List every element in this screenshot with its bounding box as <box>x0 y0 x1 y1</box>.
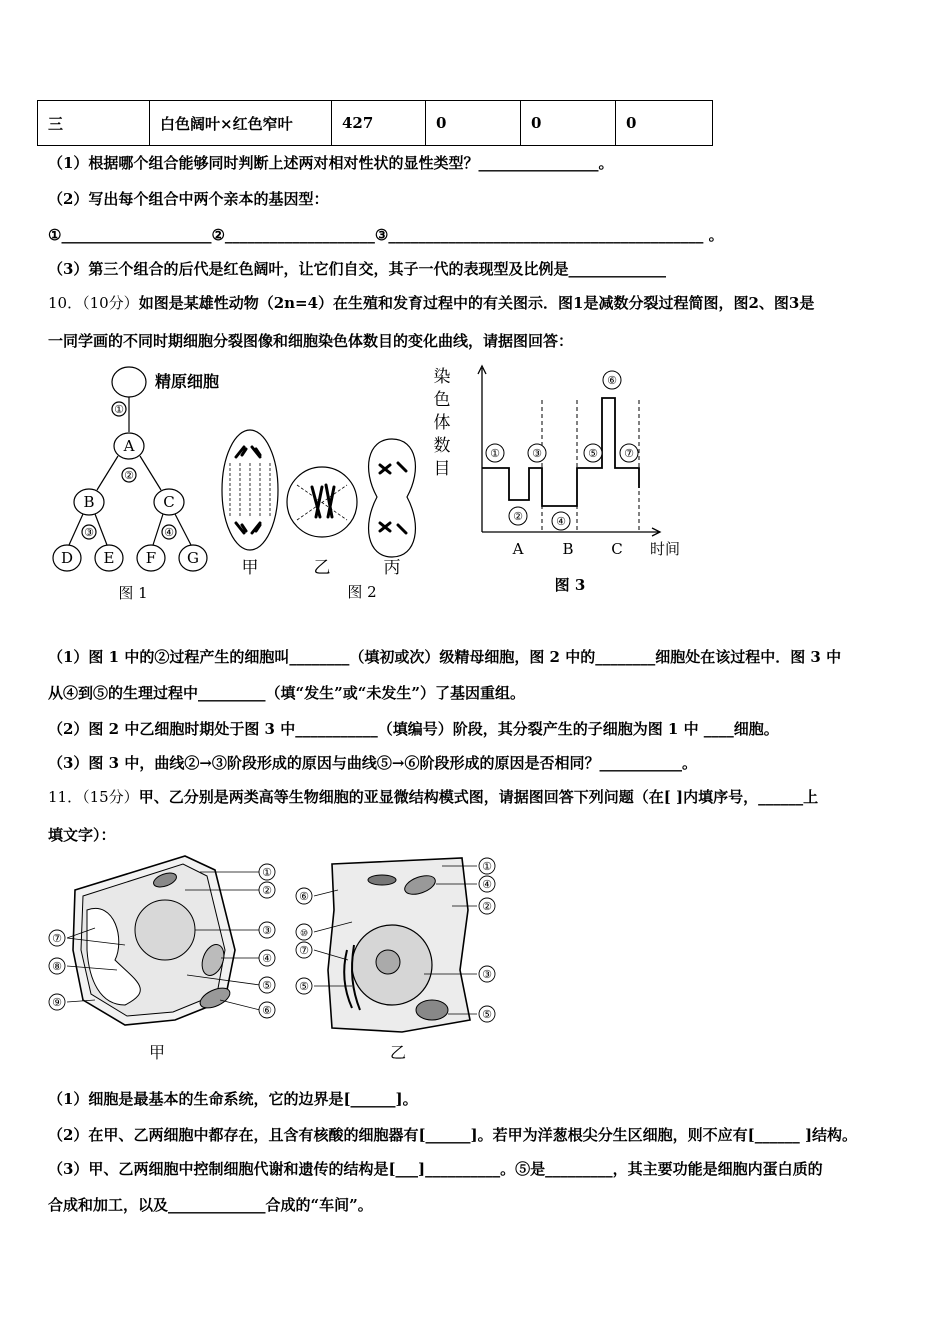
golgi <box>368 875 396 885</box>
fig1-caption: 图 1 <box>118 584 148 602</box>
yi-label-10: ⑩ <box>299 929 309 939</box>
table-cell-count4: 0 <box>616 101 713 146</box>
stage-label-7: ⑦ <box>624 447 634 460</box>
figure-plant-cell-jia <box>45 850 285 1065</box>
figure-animal-cell-yi <box>292 850 512 1065</box>
table-cell-count2: 0 <box>426 101 521 146</box>
label-E: E <box>103 549 115 567</box>
yi-label-1: ① <box>482 860 492 873</box>
xlabel-time: 时间 <box>649 540 681 558</box>
xtick-C: C <box>611 540 623 558</box>
q11-answer3: （3）甲、乙两细胞中控制细胞代谢和遗传的结构是[___]__________。⑤是_________，其主要功能是细胞内蛋白质的 <box>48 1160 823 1178</box>
jia-label-6: ⑥ <box>262 1004 272 1017</box>
fig2-label-jia: 甲 <box>241 558 259 578</box>
ribosome-cluster <box>416 1000 448 1020</box>
label-F: F <box>145 549 157 567</box>
yi-caption: 乙 <box>389 1043 407 1062</box>
q10-answer1: （1）图 1 中的②过程产生的细胞叫________（填初或次）级精母细胞，图 2 中的________细胞处在该过程中．图 3 中 <box>48 648 842 666</box>
step3-label: ③ <box>84 526 94 539</box>
q10-intro: 如图是某雄性动物（2n=4）在生殖和发育过程中的有关图示．图1是减数分裂过程简图，图2、图3是 <box>138 294 815 312</box>
q11-score: （15分） <box>82 788 139 806</box>
label-G: G <box>187 549 199 567</box>
q10-answer3: （3）图 3 中，曲线②→③阶段形成的原因与曲线⑤→⑥阶段形成的原因是否相同？___________。 <box>48 754 697 772</box>
table-cell-parents: 白色阔叶×红色窄叶 <box>150 101 332 146</box>
fig2-label-bing: 丙 <box>383 558 401 578</box>
xtick-B: B <box>562 540 574 558</box>
jia-label-4: ④ <box>262 952 272 965</box>
ylabel-char-2: 色 <box>433 390 451 410</box>
cell-bing <box>369 439 416 557</box>
yi-label-5-right: ⑤ <box>482 1008 492 1021</box>
label-C: C <box>163 493 175 511</box>
stage-label-3: ③ <box>532 447 542 460</box>
jia-label-8: ⑧ <box>52 960 62 973</box>
jia-label-3: ③ <box>262 924 272 937</box>
jia-label-7: ⑦ <box>52 932 62 945</box>
figure-2-cell-division <box>212 425 432 610</box>
jia-caption: 甲 <box>148 1043 166 1062</box>
yi-label-3: ③ <box>482 968 492 981</box>
yi-label-4: ④ <box>482 878 492 891</box>
q10-intro-line2: 一同学画的不同时期细胞分裂图像和细胞染色体数目的变化曲线，请据图回答： <box>48 332 574 350</box>
yi-label-6: ⑥ <box>299 890 309 903</box>
yi-label-7: ⑦ <box>299 944 309 957</box>
step4-label: ④ <box>164 526 174 539</box>
table-cell-count3: 0 <box>521 101 616 146</box>
step1-label: ① <box>114 403 124 416</box>
q9-line4: （3）第三个组合的后代是红色阔叶，让它们自交，其子一代的表现型及比例是_____________ <box>48 260 666 278</box>
nucleolus <box>376 950 400 974</box>
fig2-label-yi: 乙 <box>313 558 331 578</box>
stage-label-1: ① <box>490 447 500 460</box>
stage-label-6: ⑥ <box>607 374 617 387</box>
ylabel-char-4: 数 <box>433 436 451 456</box>
q10-answer1b: 从④到⑤的生理过程中_________（填“发生”或“未发生”）了基因重组。 <box>48 684 526 702</box>
table-row <box>38 101 713 146</box>
jia-label-1: ① <box>262 866 272 879</box>
ylabel-char-5: 目 <box>433 459 451 479</box>
fig3-caption: 图 3 <box>554 576 586 594</box>
q9-line1: （1）根据哪个组合能够同时判断上述两对相对性状的显性类型？________________。 <box>48 154 614 172</box>
yi-label-2: ② <box>482 900 492 913</box>
q11-answer2: （2）在甲、乙两细胞中都存在，且含有核酸的细胞器有[______]。若甲为洋葱根尖分生区细胞，则不应有[______ ]结构。 <box>48 1126 858 1144</box>
label-D: D <box>60 549 74 567</box>
q10-score: （10分） <box>82 294 139 312</box>
stage-label-5: ⑤ <box>588 447 598 460</box>
chromosome-curve <box>482 398 639 506</box>
q11-intro-line2: 填文字）： <box>48 826 116 844</box>
q11-intro: 甲、乙分别是两类高等生物细胞的亚显微结构模式图，请据图回答下列问题（在[ ]内填序号，______上 <box>138 788 819 806</box>
table-cell-count1: 427 <box>332 101 426 146</box>
q11-answer1: （1）细胞是最基本的生命系统，它的边界是[______]。 <box>48 1090 418 1108</box>
q9-line2: （2）写出每个组合中两个亲本的基因型： <box>48 190 329 208</box>
q10-intro-line1 <box>48 292 814 313</box>
figure-1-meiosis <box>45 360 220 610</box>
ylabel-char-3: 体 <box>433 413 451 433</box>
jia-label-5: ⑤ <box>262 979 272 992</box>
spermatogonium-cell <box>112 367 146 397</box>
q10-number: 10． <box>48 294 83 312</box>
table-cell-group: 三 <box>38 101 150 146</box>
nucleus <box>135 900 195 960</box>
q11-number: 11． <box>48 788 83 806</box>
xtick-A: A <box>512 540 524 558</box>
step2-label: ② <box>124 469 134 482</box>
jia-label-2: ② <box>262 884 272 897</box>
q9-line3: ①____________________②____________________③__________________________________________ 。 <box>48 226 724 244</box>
fig1-title: 精原细胞 <box>155 372 220 391</box>
cell-yi <box>287 467 357 537</box>
cross-table <box>37 100 713 146</box>
stage-label-2: ② <box>513 510 523 523</box>
jia-label-9: ⑨ <box>52 996 62 1009</box>
stage-label-4: ④ <box>556 515 566 528</box>
ylabel-char-1: 染 <box>433 367 451 387</box>
q10-answer2: （2）图 2 中乙细胞时期处于图 3 中___________（填编号）阶段，其分裂产生的子细胞为图 1 中 ____细胞。 <box>48 720 779 738</box>
figure-3-chromosome-curve <box>425 360 700 600</box>
q11-intro-line1 <box>48 786 818 807</box>
q11-answer3b: 合成和加工，以及_____________合成的“车间”。 <box>48 1196 373 1214</box>
label-A: A <box>123 437 135 455</box>
label-B: B <box>83 493 95 511</box>
fig2-caption: 图 2 <box>347 583 377 601</box>
yi-label-5-left: ⑤ <box>299 980 309 993</box>
